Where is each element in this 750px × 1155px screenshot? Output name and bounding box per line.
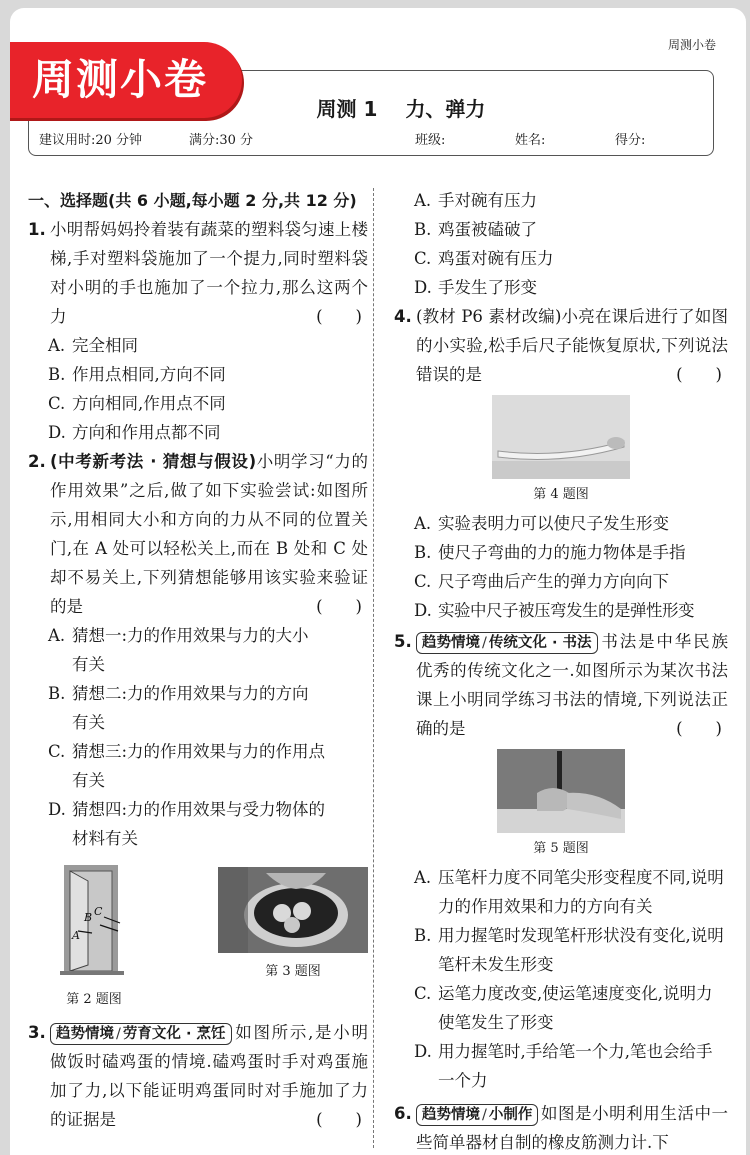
right-column: [394, 186, 728, 1155]
label-a: A: [72, 929, 80, 942]
question-text: 小明学习“力的作用效果”之后,做了如下实验尝试:如图所示,用相同大小和方向的力从不同的位置关门,在 A 处可以轻松关上,而在 B 处和 C 处却不易关上,下列猜想能够用该实验来验证的是: [50, 452, 368, 616]
figure-2: [58, 861, 130, 1010]
figure-3-caption: 第 3 题图: [265, 964, 321, 979]
question-4: [394, 302, 728, 389]
option: A. 实验表明力可以使尺子发生形变: [414, 514, 669, 533]
question-number: 2.: [28, 452, 46, 471]
left-column: [28, 186, 368, 1134]
meta-time: 建议用时:20 分钟: [39, 133, 143, 148]
option: A. 完全相同: [48, 336, 138, 355]
option: D. 方向和作用点都不同: [48, 423, 221, 442]
option: D. 实验中尺子被压弯发生的是弹性形变: [414, 601, 694, 620]
question-text: (教材 P6 素材改编)小亮在课后进行了如图的小实验,松手后尺子能恢复原状,下列说法错误的是: [416, 307, 728, 384]
option: B. 鸡蛋被磕破了: [414, 220, 537, 239]
meta-grade: 得分:: [615, 133, 646, 148]
option: D. 猜想四:力的作用效果与受力物体的: [48, 800, 326, 819]
option: A. 压笔杆力度不同笔尖形变程度不同,说明力的作用效果和力的方向有关: [414, 868, 724, 916]
option: C. 运笔力度改变,使运笔速度变化,说明力使笔发生了形变: [414, 984, 713, 1032]
question-1: [28, 215, 368, 331]
question-number: 3.: [28, 1023, 46, 1042]
question-3: [28, 1018, 368, 1134]
ruler-photo: [492, 395, 630, 479]
question-number: 4.: [394, 307, 412, 326]
column-divider: [373, 188, 374, 1148]
figure-5-caption: 第 5 题图: [533, 841, 589, 856]
question-text: 如图所示,是小明做饭时磕鸡蛋的情境.磕鸡蛋时手对鸡蛋施加了力,以下能证明鸡蛋同时对手施加了力的证据是: [50, 1023, 368, 1129]
question-tag: 趋势情境 / 劳育文化 · 烹饪: [50, 1023, 232, 1045]
corner-tag: 周测小卷: [667, 38, 716, 52]
question-tag: (中考新考法 · 猜想与假设): [50, 452, 257, 471]
meta-class: 班级:: [415, 133, 446, 148]
question-text: 如图是小明利用生活中一些简单器材自制的橡皮筋测力计.下: [416, 1104, 728, 1152]
answer-paren: ( ): [676, 365, 722, 384]
calligraphy-photo: [497, 749, 625, 833]
question-6: [394, 1099, 728, 1155]
answer-paren: ( ): [676, 719, 722, 738]
option: C. 鸡蛋对碗有压力: [414, 249, 554, 268]
title-number: 周测 1: [316, 97, 378, 121]
question-2: [28, 447, 368, 621]
option: A. 手对碗有压力: [414, 191, 537, 210]
option: C. 尺子弯曲后产生的弹力方向向下: [414, 572, 669, 591]
door-figure: [58, 861, 130, 979]
option: A. 猜想一:力的作用效果与力的大小: [48, 626, 309, 645]
figure-2-caption: 第 2 题图: [66, 992, 122, 1007]
question-number: 1.: [28, 220, 46, 239]
option-continuation: 材料有关: [72, 829, 138, 848]
meta-name: 姓名:: [515, 133, 546, 148]
option-continuation: 有关: [72, 713, 105, 732]
option: D. 用力握笔时,手给笔一个力,笔也会给手一个力: [414, 1042, 713, 1090]
section-heading: 一、选择题(共 6 小题,每小题 2 分,共 12 分): [28, 191, 357, 210]
figure-3: [218, 861, 368, 1010]
option: B. 使尺子弯曲的力的施力物体是手指: [414, 543, 686, 562]
figure-row: [28, 861, 368, 1010]
meta-score: 满分:30 分: [189, 133, 254, 148]
answer-paren: ( ): [316, 1110, 362, 1129]
option-continuation: 有关: [72, 771, 105, 790]
question-5: [394, 627, 728, 743]
answer-paren: ( ): [316, 597, 362, 616]
question-number: 5.: [394, 632, 412, 651]
question-text: 小明帮妈妈拎着装有蔬菜的塑料袋匀速上楼梯,手对塑料袋施加了一个提力,同时塑料袋对小明的手也施加了一个拉力,那么这两个力: [50, 220, 368, 326]
option-continuation: 有关: [72, 655, 105, 674]
question-tag: 趋势情境 / 小制作: [416, 1104, 538, 1126]
question-text: 书法是中华民族优秀的传统文化之一.如图所示为某次书法课上小明同学练习书法的情境,下列说法正确的是: [416, 632, 728, 738]
option: C. 方向相同,作用点不同: [48, 394, 226, 413]
meta-row: [39, 129, 709, 148]
label-b: B: [84, 911, 93, 924]
answer-paren: ( ): [316, 307, 362, 326]
question-tag: 趋势情境 / 传统文化 · 书法: [416, 632, 598, 654]
title-topic: 力、弹力: [405, 97, 486, 121]
option: D. 手发生了形变: [414, 278, 537, 297]
option: B. 作用点相同,方向不同: [48, 365, 226, 384]
figure-4-caption: 第 4 题图: [533, 487, 589, 502]
option: C. 猜想三:力的作用效果与力的作用点: [48, 742, 326, 761]
option: B. 用力握笔时发现笔杆形状没有变化,说明笔杆未发生形变: [414, 926, 724, 974]
exam-page: [10, 8, 746, 1155]
weekly-test-badge: 周测小卷: [10, 42, 242, 118]
egg-bowl-photo: [218, 867, 368, 953]
label-c: C: [94, 905, 103, 918]
option: B. 猜想二:力的作用效果与力的方向: [48, 684, 309, 703]
question-number: 6.: [394, 1104, 412, 1123]
